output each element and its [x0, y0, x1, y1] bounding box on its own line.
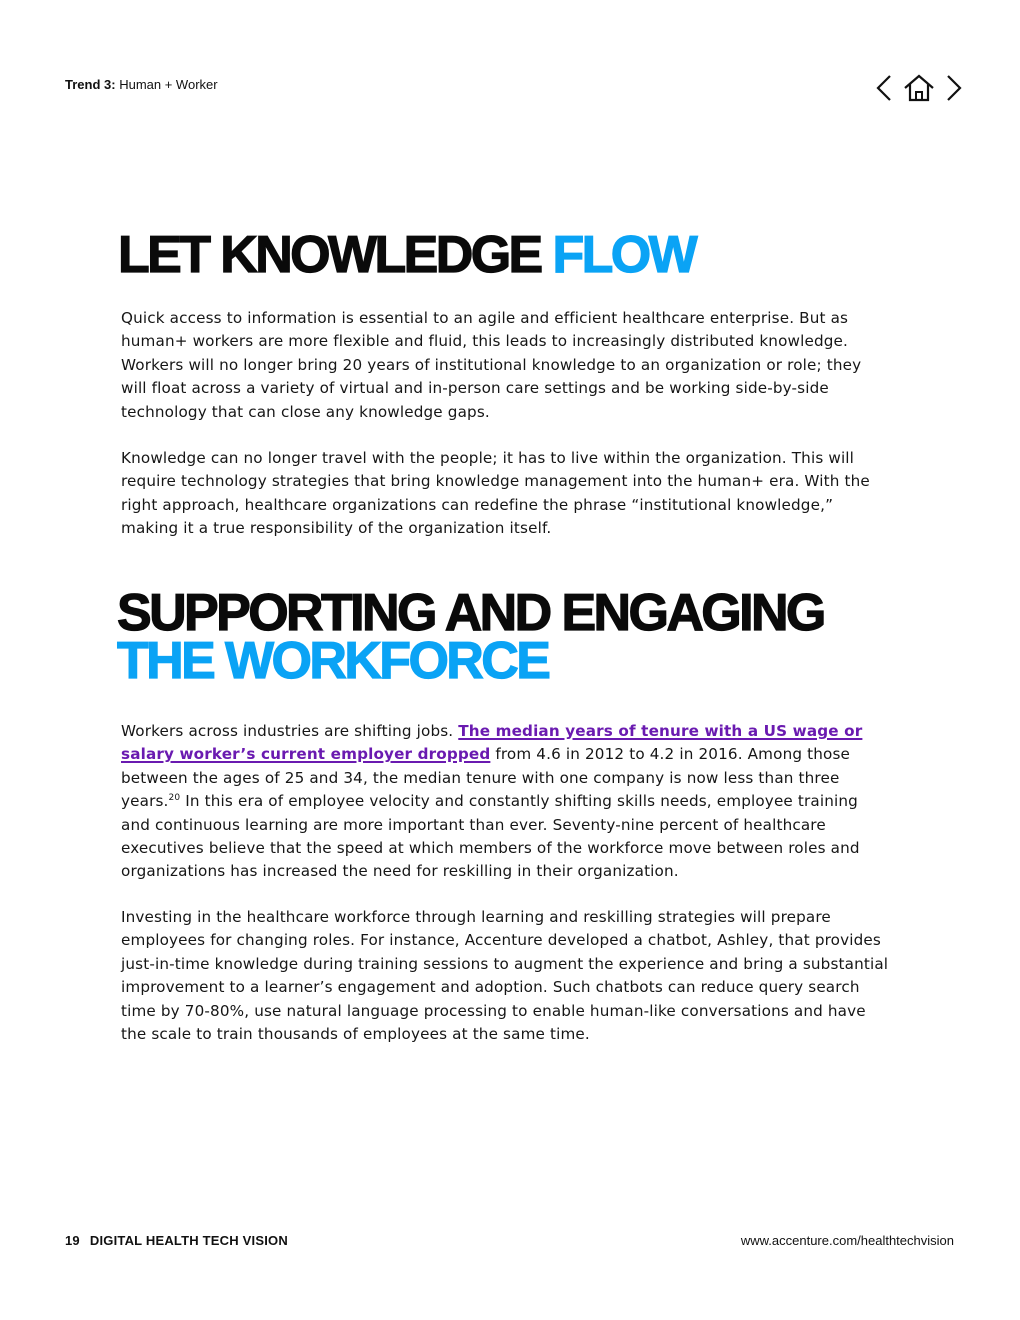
footnote-marker: 20 [168, 793, 181, 804]
paragraph-workforce-investment: Investing in the healthcare workforce through learning and reskilling strategies will prepare employees for changing roles. For instance, Accenture developed a chatbot, Ashley, that provides just-in-time knowledge during training sessions to augment the experience and bring a substantial improvement to a learner’s engagement and adoption. Such chatbots can reduce query search time by 70-80%, use natural language processing to enable human-like conversations and have the scale to train thousands of employees at the same time. [121, 908, 889, 1044]
page-number: 19 [65, 1233, 80, 1248]
title-line-1: SUPPORTING AND ENGAGING [117, 584, 824, 642]
title-main-text: LET KNOWLEDGE [118, 226, 541, 284]
section-title-knowledge [118, 226, 696, 284]
trend-name: Human + Worker [119, 77, 218, 92]
p3-middle-text: from 4.6 in 2012 to 4.2 in 2016. Among those between the ages of 25 and 34, the median tenure with one company is now less than three years. [121, 745, 850, 811]
tenure-source-link[interactable]: The median years of tenure with a US wage or salary worker’s current employer dropped [121, 722, 863, 764]
section-title-workforce [117, 584, 824, 690]
paragraph-knowledge-organization: Knowledge can no longer travel with the people; it has to live within the organization. This will require technology strategies that bring knowledge management into the human+ era. With the right approach, healthcare organizations can redefine the phrase “institutional knowledge,” making it a true responsibility of the organization itself. [121, 449, 870, 538]
home-icon [902, 72, 936, 104]
p3-intro-text: Workers across industries are shifting jobs. [121, 722, 454, 740]
chevron-right-icon [942, 72, 966, 104]
home-button[interactable] [902, 72, 936, 104]
chevron-left-icon [872, 72, 896, 104]
trend-number: Trend 3: [65, 77, 116, 92]
footer-publication [65, 1233, 288, 1248]
trend-label [65, 77, 218, 92]
p3-end-text: In this era of employee velocity and constantly shifting skills needs, employee training and continuous learning are more important than ever. Seventy-nine percent of healthcare executives believe that the speed at which members of the workforce move between roles and organizations has increased the need for reskilling in their organization. [121, 792, 860, 881]
paragraph-worker-tenure [121, 720, 891, 884]
footer-url[interactable]: www.accenture.com/healthtechvision [740, 1233, 954, 1248]
publication-name: DIGITAL HEALTH TECH VISION [89, 1233, 288, 1248]
title-accent-text: FLOW [552, 226, 696, 284]
next-page-button[interactable] [942, 72, 966, 104]
title-line-2: THE WORKFORCE [117, 632, 549, 690]
previous-page-button[interactable] [872, 72, 896, 104]
paragraph-knowledge-access: Quick access to information is essential to an agile and efficient healthcare enterprise. But as human+ workers are more flexible and fluid, this leads to increasingly distributed knowledge. Workers will no longer bring 20 years of institutional knowledge to an organization or role; they will float across a variety of virtual and in-person care settings and be working side-by-side technology that can close any knowledge gaps. [121, 309, 862, 421]
page-navigation [872, 72, 964, 104]
